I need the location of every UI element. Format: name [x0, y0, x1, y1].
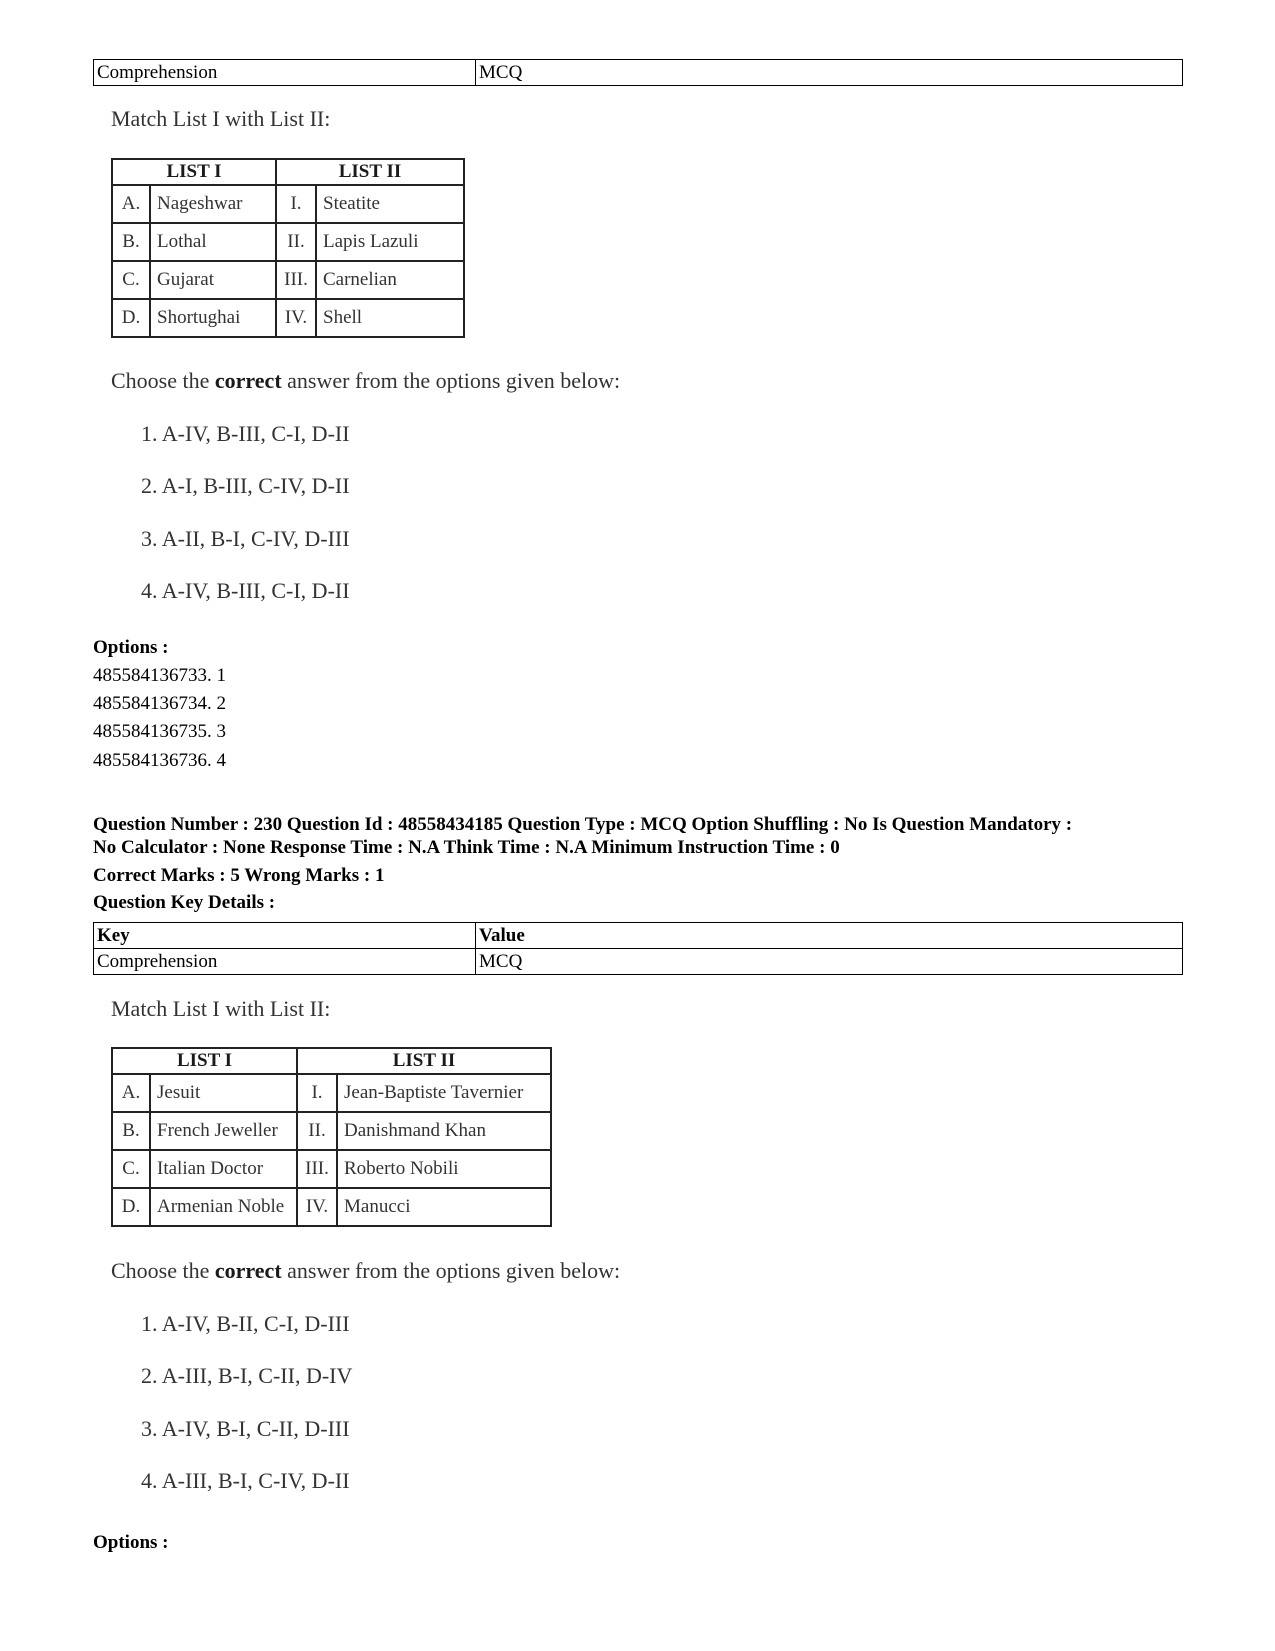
- key-header-row: [94, 923, 1183, 949]
- q229-option-4: 485584136736. 4: [93, 750, 226, 771]
- list-i-item: Gujarat: [150, 261, 276, 299]
- list-i-item: Jesuit: [150, 1074, 297, 1112]
- key-cell: Comprehension: [94, 60, 476, 86]
- row-roman: II.: [297, 1112, 337, 1150]
- q229-options-label: Options :: [93, 637, 169, 658]
- list-ii-item: Danishmand Khan: [337, 1112, 551, 1150]
- list-i-header: LIST I: [112, 1048, 297, 1074]
- list-i-item: Italian Doctor: [150, 1150, 297, 1188]
- list-ii-item: Carnelian: [316, 261, 464, 299]
- table-row: [112, 1188, 551, 1226]
- q230-meta-line-2: No Calculator : None Response Time : N.A Think Time : N.A Minimum Instruction Time : 0: [93, 837, 840, 858]
- list-i-item: French Jeweller: [150, 1112, 297, 1150]
- q229-answer-2: 2. A-I, B-III, C-IV, D-II: [141, 473, 350, 498]
- q230-meta-line-1: Question Number : 230 Question Id : 48558434185 Question Type : MCQ Option Shuffling : No Is Question Mandatory :: [93, 814, 1073, 835]
- list-header-row: [112, 1048, 551, 1074]
- q229-key-table: [93, 59, 1183, 86]
- list-ii-item: Jean-Baptiste Tavernier: [337, 1074, 551, 1112]
- q230-marks: Correct Marks : 5 Wrong Marks : 1: [93, 865, 385, 886]
- q230-key-table: [93, 922, 1183, 975]
- row-letter: D.: [112, 1188, 150, 1226]
- row-letter: A.: [112, 185, 150, 223]
- list-ii-item: Lapis Lazuli: [316, 223, 464, 261]
- q230-options-label: Options :: [93, 1532, 169, 1553]
- key-row: [94, 949, 1183, 975]
- q229-option-2: 485584136734. 2: [93, 693, 226, 714]
- list-ii-item: Manucci: [337, 1188, 551, 1226]
- row-roman: I.: [276, 185, 316, 223]
- q230-prompt: Match List I with List II:: [111, 996, 331, 1021]
- row-roman: III.: [276, 261, 316, 299]
- q229-option-1: 485584136733. 1: [93, 665, 226, 686]
- q229-answer-1: 1. A-IV, B-III, C-I, D-II: [141, 421, 350, 446]
- list-i-item: Nageshwar: [150, 185, 276, 223]
- q230-choose-instruction: [111, 1258, 620, 1284]
- value-header: Value: [476, 923, 1183, 949]
- choose-pre: Choose the: [111, 368, 215, 393]
- q229-match-table: [111, 158, 465, 338]
- table-row: [112, 261, 464, 299]
- q230-match-table: [111, 1047, 552, 1227]
- table-row: [112, 1074, 551, 1112]
- q229-answer-3: 3. A-II, B-I, C-IV, D-III: [141, 526, 350, 551]
- key-cell: Comprehension: [94, 949, 476, 975]
- list-header-row: [112, 159, 464, 185]
- key-row: [94, 60, 1183, 86]
- row-roman: II.: [276, 223, 316, 261]
- table-row: [112, 223, 464, 261]
- choose-pre: Choose the: [111, 1258, 215, 1283]
- list-ii-header: LIST II: [276, 159, 464, 185]
- list-i-header: LIST I: [112, 159, 276, 185]
- q229-choose-instruction: [111, 368, 620, 394]
- list-i-item: Shortughai: [150, 299, 276, 337]
- list-ii-item: Roberto Nobili: [337, 1150, 551, 1188]
- q230-answer-2: 2. A-III, B-I, C-II, D-IV: [141, 1363, 353, 1388]
- row-letter: C.: [112, 1150, 150, 1188]
- row-roman: IV.: [297, 1188, 337, 1226]
- row-letter: A.: [112, 1074, 150, 1112]
- table-row: [112, 1150, 551, 1188]
- value-cell: MCQ: [476, 60, 1183, 86]
- row-letter: B.: [112, 223, 150, 261]
- q229-option-3: 485584136735. 3: [93, 721, 226, 742]
- table-row: [112, 299, 464, 337]
- choose-bold: correct: [214, 1258, 282, 1283]
- row-letter: B.: [112, 1112, 150, 1150]
- q230-key-details-label: Question Key Details :: [93, 892, 276, 913]
- table-row: [112, 185, 464, 223]
- q230-answer-3: 3. A-IV, B-I, C-II, D-III: [141, 1416, 350, 1441]
- choose-post: answer from the options given below:: [281, 1258, 621, 1283]
- table-row: [112, 1112, 551, 1150]
- list-i-item: Lothal: [150, 223, 276, 261]
- row-roman: I.: [297, 1074, 337, 1112]
- q230-answer-1: 1. A-IV, B-II, C-I, D-III: [141, 1311, 350, 1336]
- row-roman: IV.: [276, 299, 316, 337]
- q229-prompt: Match List I with List II:: [111, 106, 331, 131]
- value-cell: MCQ: [476, 949, 1183, 975]
- row-roman: III.: [297, 1150, 337, 1188]
- q229-answer-4: 4. A-IV, B-III, C-I, D-II: [141, 578, 350, 603]
- list-ii-header: LIST II: [297, 1048, 551, 1074]
- choose-bold: correct: [214, 368, 282, 393]
- q230-answer-4: 4. A-III, B-I, C-IV, D-II: [141, 1468, 350, 1493]
- list-i-item: Armenian Noble: [150, 1188, 297, 1226]
- row-letter: D.: [112, 299, 150, 337]
- row-letter: C.: [112, 261, 150, 299]
- key-header: Key: [94, 923, 476, 949]
- list-ii-item: Shell: [316, 299, 464, 337]
- list-ii-item: Steatite: [316, 185, 464, 223]
- choose-post: answer from the options given below:: [281, 368, 621, 393]
